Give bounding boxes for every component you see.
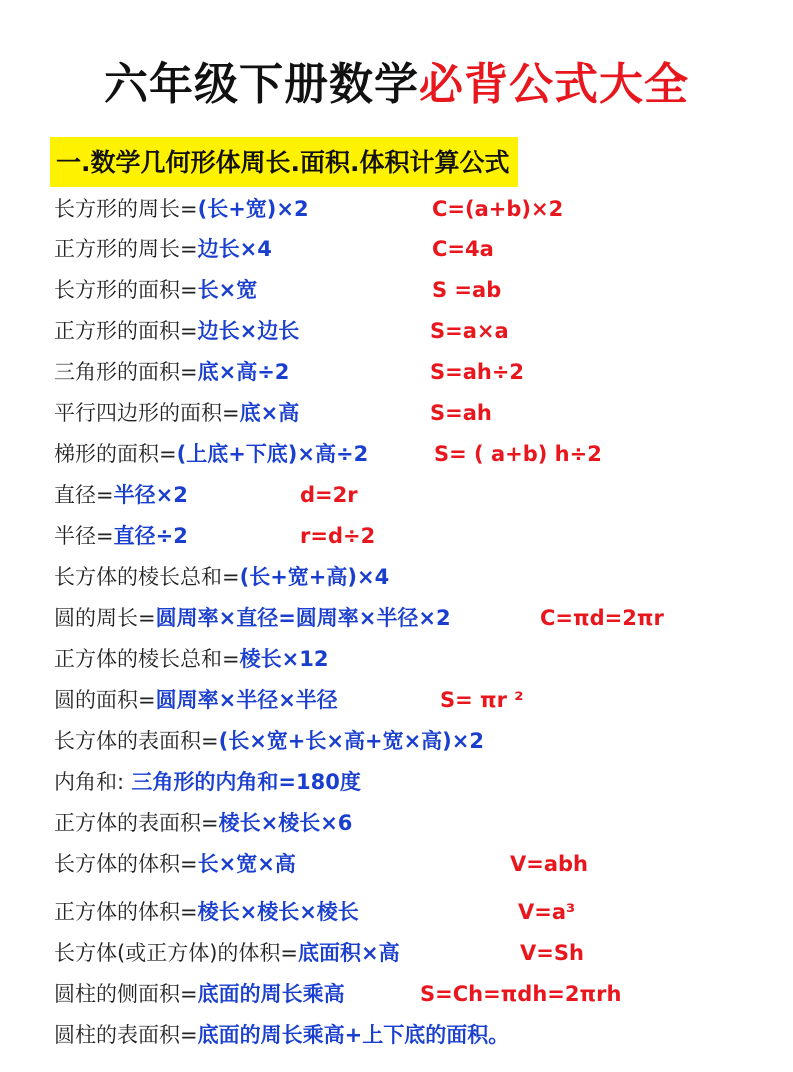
formula-label: 正方形的周长= [54,237,198,261]
formula-value: 半径×2 [113,483,188,507]
formula-value: (长+宽)×2 [197,197,309,221]
formula-symbolic: S=ah÷2 [430,360,525,384]
formula-symbolic: S=Ch=πdh=2πrh [420,982,622,1006]
formula-row [54,726,484,756]
formula-row [54,808,352,838]
formula-row [54,603,451,633]
title-red: 必背公式大全 [419,59,689,110]
formula-symbolic: d=2r [300,483,358,507]
formula-label: 长方体(或正方体)的体积= [54,941,298,965]
formula-row [54,1020,509,1050]
formula-symbolic: C=4a [432,237,494,261]
formula-symbolic: S =ab [432,278,502,302]
formula-row [54,562,389,592]
formula-value: 边长×边长 [197,319,300,343]
formula-value: 底面的周长乘高 [197,982,345,1006]
formula-row [54,439,368,469]
formula-row [54,938,400,968]
formula-value: 边长×4 [197,237,272,261]
formula-symbolic: S=ah [430,401,492,425]
formula-row [54,849,296,879]
formula-row [54,316,299,346]
formula-label: 长方体的体积= [54,852,198,876]
formula-label: 正方形的面积= [54,319,198,343]
section-heading: 一.数学几何形体周长.面积.体积计算公式 [50,137,518,187]
formula-symbolic: S= πr ² [440,688,524,712]
formula-value: 长×宽×高 [197,852,296,876]
formula-label: 长方形的周长= [54,197,198,221]
formula-symbolic: V=a³ [518,900,576,924]
formula-value: 长×宽 [197,278,258,302]
formula-label: 正方体的表面积= [54,811,219,835]
formula-row [54,897,359,927]
formula-label: 长方形的面积= [54,278,198,302]
formula-row [54,194,309,224]
formula-row [54,979,345,1009]
formula-value: 底面的周长乘高+上下底的面积。 [197,1023,510,1047]
formula-label: 圆柱的表面积= [54,1023,198,1047]
formula-symbolic: S=a×a [430,319,509,343]
formula-row [54,234,272,264]
formula-row [54,644,328,674]
formula-value: (长+宽+高)×4 [239,565,390,589]
formula-label: 正方体的棱长总和= [54,647,240,671]
formula-value: (上底+下底)×高÷2 [176,442,369,466]
formula-row [54,398,299,428]
formula-value: 三角形的内角和=180度 [124,770,361,794]
formula-symbolic: C=(a+b)×2 [432,197,564,221]
formula-value: 底面积×高 [297,941,400,965]
formula-value: 棱长×棱长×棱长 [197,900,359,924]
page-title [0,48,793,112]
formula-value: 圆周率×直径=圆周率×半径×2 [155,606,451,630]
formula-label: 长方体的棱长总和= [54,565,240,589]
formula-label: 正方体的体积= [54,900,198,924]
formula-label: 长方体的表面积= [54,729,219,753]
formula-value: 直径÷2 [113,524,188,548]
formula-value: (长×宽+长×高+宽×高)×2 [218,729,484,753]
formula-label: 平行四边形的面积= [54,401,240,425]
formula-symbolic: r=d÷2 [300,524,376,548]
formula-value: 底×高÷2 [197,360,290,384]
formula-symbolic: V=abh [510,852,589,876]
formula-label: 圆的面积= [54,688,156,712]
title-black: 六年级下册数学 [104,59,419,110]
formula-label: 三角形的面积= [54,360,198,384]
formula-label: 圆柱的侧面积= [54,982,198,1006]
formula-row [54,275,257,305]
formula-symbolic: C=πd=2πr [540,606,664,630]
formula-symbolic: V=Sh [520,941,584,965]
formula-symbolic: S= ( a+b) h÷2 [434,442,602,466]
formula-label: 半径= [54,524,114,548]
formula-value: 底×高 [239,401,300,425]
formula-label: 直径= [54,483,114,507]
formula-value: 棱长×12 [239,647,329,671]
formula-label: 圆的周长= [54,606,156,630]
formula-label: 梯形的面积= [54,442,177,466]
formula-row [54,480,188,510]
formula-value: 圆周率×半径×半径 [155,688,338,712]
formula-label: 内角和: [54,770,125,794]
formula-row [54,521,188,551]
formula-row [54,767,361,797]
formula-row [54,357,289,387]
formula-row [54,685,338,715]
formula-value: 棱长×棱长×6 [218,811,353,835]
